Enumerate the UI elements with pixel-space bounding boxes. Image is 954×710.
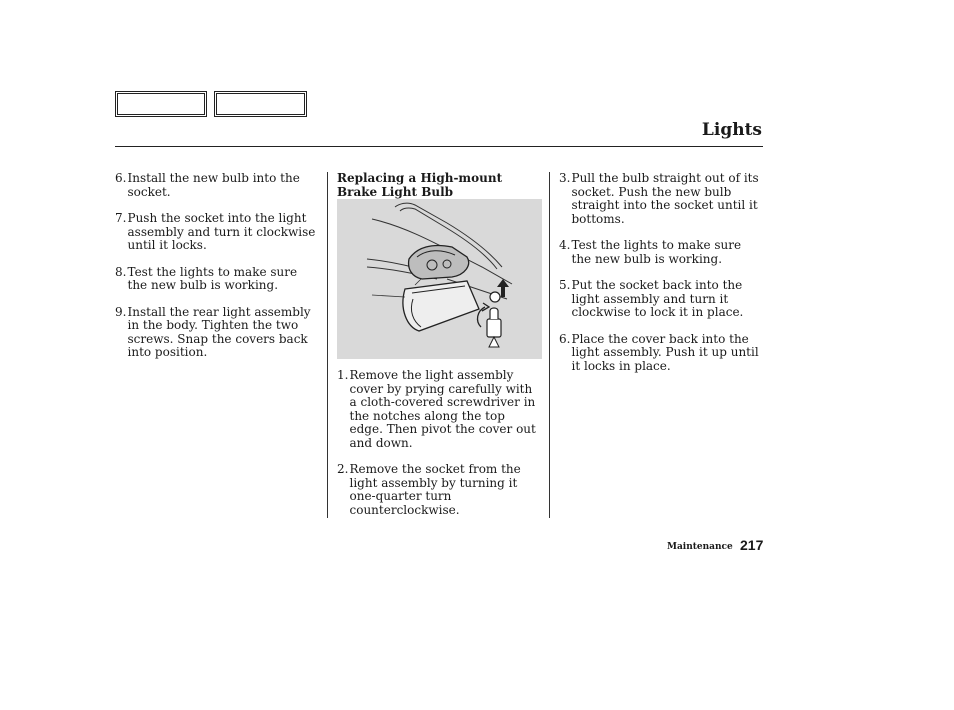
step-item xyxy=(115,266,320,293)
step-text: Test the lights to make sure the new bulb is working. xyxy=(571,238,742,266)
step-number: 7. xyxy=(115,211,127,225)
step-text: Push the socket into the light assembly and turn it clockwise until it locks. xyxy=(127,211,316,252)
step-item xyxy=(337,369,542,450)
column-divider xyxy=(549,172,550,518)
column-divider xyxy=(327,172,328,518)
step-item xyxy=(559,239,764,266)
step-text: Remove the socket from the light assembly by turning it one-quarter turn counterclockwise. xyxy=(349,462,521,517)
nav-tab-box-2 xyxy=(214,91,307,117)
column-left xyxy=(115,172,320,373)
step-text: Test the lights to make sure the new bulb is working. xyxy=(127,264,298,292)
step-number: 1. xyxy=(337,368,349,382)
step-text: Install the rear light assembly in the body. Tighten the two screws. Snap the covers back into position. xyxy=(127,304,311,359)
column-right xyxy=(559,172,764,386)
step-item xyxy=(337,463,542,517)
section-heading: Replacing a High-mount Brake Light Bulb xyxy=(337,171,503,199)
step-item xyxy=(115,306,320,360)
step-item xyxy=(559,172,764,226)
footer-section-label: Maintenance xyxy=(667,542,733,552)
step-text: Put the socket back into the light assembly and turn it clockwise to lock it in place. xyxy=(571,278,744,319)
page-number: 217 xyxy=(740,537,764,553)
column-middle xyxy=(337,172,542,530)
nav-tab-box-1 xyxy=(115,91,207,117)
step-number: 5. xyxy=(559,278,571,292)
step-number: 6. xyxy=(115,171,127,185)
step-number: 3. xyxy=(559,171,571,185)
page-title: Lights xyxy=(701,120,762,140)
step-item xyxy=(559,333,764,374)
header-rule xyxy=(115,146,763,147)
step-text: Place the cover back into the light assembly. Push it up until it locks in place. xyxy=(571,331,759,373)
step-number: 9. xyxy=(115,304,127,319)
step-number: 4. xyxy=(559,238,571,252)
step-text: Install the new bulb into the socket. xyxy=(127,171,300,199)
step-number: 2. xyxy=(337,462,349,476)
brake-light-illustration xyxy=(337,199,542,359)
step-number: 6. xyxy=(559,331,571,346)
brake-light-diagram xyxy=(337,199,542,359)
step-item xyxy=(115,212,320,253)
step-item xyxy=(115,172,320,199)
step-item xyxy=(559,279,764,320)
step-number: 8. xyxy=(115,264,127,279)
step-text: Pull the bulb straight out of its socket. Push the new bulb straight into the socket until it bottoms. xyxy=(571,171,759,226)
step-text: Remove the light assembly cover by prying carefully with a cloth-covered screwdriver in the notches along the top edge. Then pivot the cover out and down. xyxy=(349,368,536,450)
